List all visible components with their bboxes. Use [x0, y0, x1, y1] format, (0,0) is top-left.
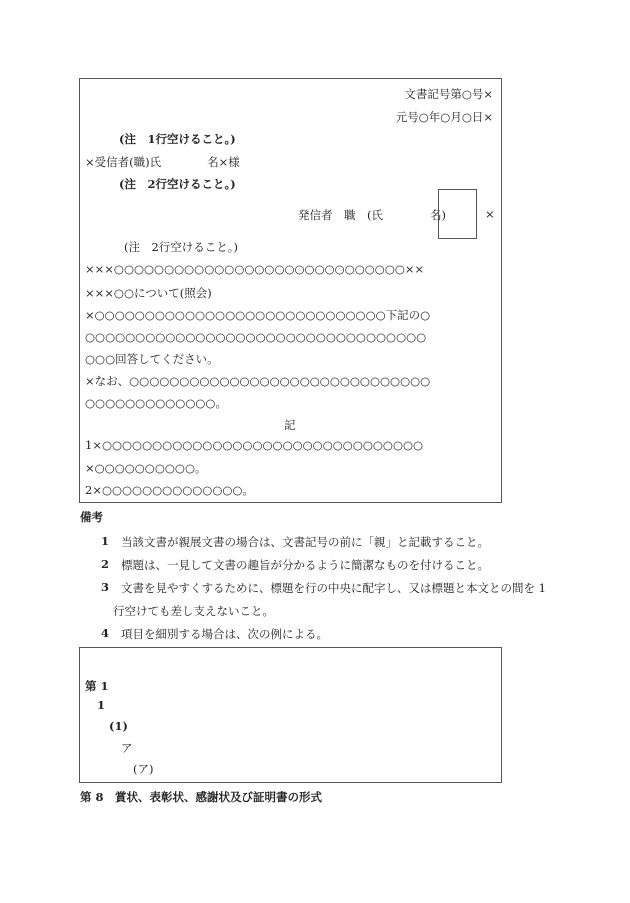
- note-3: (注 2行空けること。): [124, 240, 239, 254]
- recipient: ×受信者(職)氏 名×様: [85, 155, 240, 169]
- ki-heading: 記: [284, 418, 296, 432]
- remark-number: 1: [101, 534, 110, 548]
- remark-text-continuation: 行空けても差し支えないこと。: [113, 604, 274, 618]
- level-1-label: 第 1: [85, 679, 109, 693]
- level-2-label: 1: [97, 698, 106, 712]
- doc-number: 文書記号第○号×: [404, 87, 493, 101]
- title-line-2: ×××○○について(照会): [85, 286, 212, 300]
- item-line: 1×○○○○○○○○○○○○○○○○○○○○○○○○○○○○○○○○: [85, 438, 424, 452]
- note-2: (注 2行空けること。): [119, 177, 236, 191]
- date: 元号○年○月○日×: [395, 110, 493, 124]
- body-line: ○○○回答してください。: [85, 352, 219, 366]
- title-line-1: ×××○○○○○○○○○○○○○○○○○○○○○○○○○○○○○××: [85, 262, 425, 276]
- item-line: 2×○○○○○○○○○○○○○○。: [85, 483, 254, 497]
- remark-number: 2: [101, 557, 110, 571]
- remark-number: 4: [101, 626, 110, 640]
- body-line: ×○○○○○○○○○○○○○○○○○○○○○○○○○○○○○下記の○: [85, 308, 431, 322]
- remark-text: 標題は、一見して文書の趣旨が分かるように簡潔なものを付けること。: [121, 558, 489, 572]
- sender-prefix: 発信者 職 (氏: [298, 208, 383, 222]
- sender-trailing-mark: ×: [485, 207, 495, 221]
- seal-box: [438, 189, 477, 239]
- body-line: ○○○○○○○○○○○○○○○○○○○○○○○○○○○○○○○○○○: [85, 330, 427, 344]
- remark-number: 3: [101, 580, 110, 594]
- remark-text: 項目を細別する場合は、次の例による。: [121, 627, 328, 641]
- item-line: ×○○○○○○○○○○。: [85, 461, 207, 475]
- remark-text: 文書を見やすくするために、標題を行の中央に配字し、又は標題と本文との間を 1: [121, 581, 546, 595]
- level-5-label: (ア): [133, 762, 154, 776]
- body-line: ○○○○○○○○○○○○○。: [85, 396, 227, 410]
- next-section-heading: 第 8 賞状、表彰状、感謝状及び証明書の形式: [80, 790, 323, 804]
- level-4-label: ア: [121, 741, 133, 755]
- level-3-label: (1): [109, 719, 128, 733]
- body-line: ×なお、○○○○○○○○○○○○○○○○○○○○○○○○○○○○○○: [85, 374, 431, 388]
- sender-name: 名): [430, 208, 446, 222]
- remarks-heading: 備考: [80, 510, 103, 524]
- remark-text: 当該文書が親展文書の場合は、文書記号の前に「親」と記載すること。: [121, 535, 489, 549]
- note-1: (注 1行空けること。): [119, 132, 236, 146]
